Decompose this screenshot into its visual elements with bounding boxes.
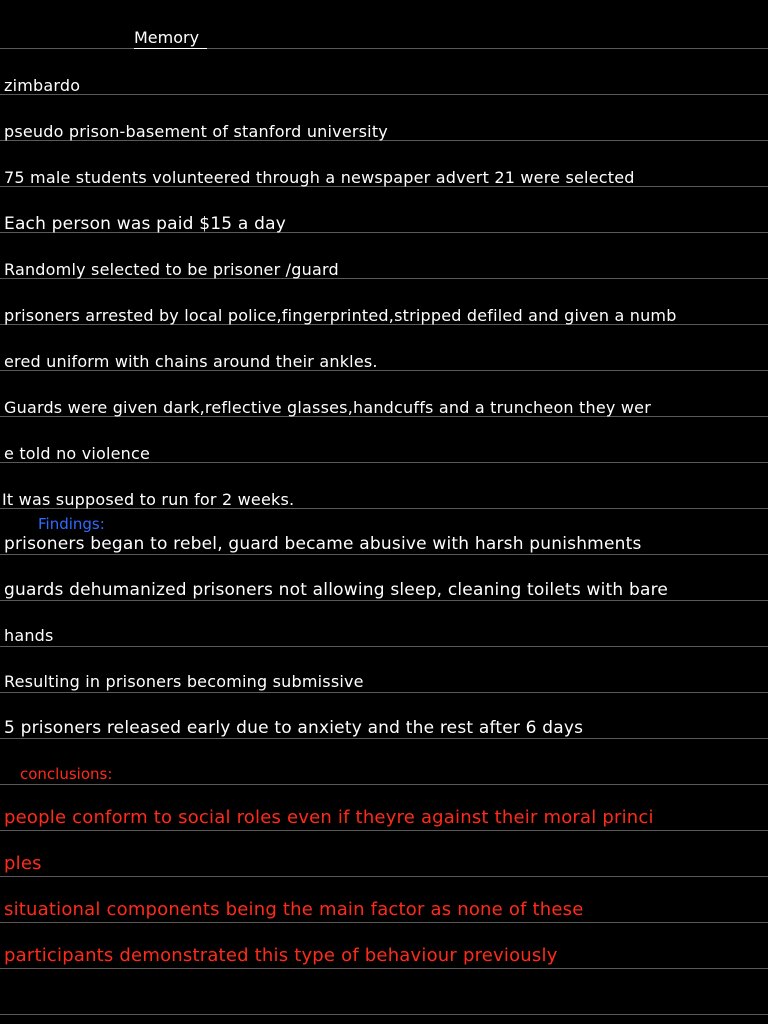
- conclusions-line: ples: [4, 854, 42, 874]
- findings-line: hands: [4, 626, 54, 645]
- ruled-line: [0, 830, 768, 831]
- note-line: zimbardo: [4, 76, 81, 95]
- note-line: Each person was paid $15 a day: [4, 214, 287, 234]
- note-line: prisoners arrested by local police,fingerprinted,stripped defiled and given a numb: [4, 306, 677, 325]
- ruled-line: [0, 646, 768, 647]
- ruled-line: [0, 922, 768, 923]
- findings-heading: Findings:: [38, 515, 105, 533]
- ruled-line: [0, 876, 768, 877]
- ruled-line: [0, 968, 768, 969]
- ruled-line: [0, 738, 768, 739]
- note-title: Memory: [134, 28, 207, 49]
- note-line: e told no violence: [4, 444, 151, 463]
- note-line: Guards were given dark,reflective glasses,handcuffs and a truncheon they wer: [4, 398, 651, 417]
- ruled-line: [0, 554, 768, 555]
- note-line: pseudo prison-basement of stanford university: [4, 122, 388, 141]
- findings-line: Resulting in prisoners becoming submissive: [4, 672, 364, 691]
- ruled-line: [0, 600, 768, 601]
- findings-line: prisoners began to rebel, guard became abusive with harsh punishments: [4, 534, 642, 554]
- note-line: 75 male students volunteered through a newspaper advert 21 were selected: [4, 168, 635, 187]
- conclusions-line: situational components being the main factor as none of these: [4, 900, 584, 920]
- findings-line: 5 prisoners released early due to anxiety and the rest after 6 days: [4, 718, 584, 738]
- ruled-line: [0, 48, 768, 49]
- note-line: It was supposed to run for 2 weeks.: [2, 490, 295, 509]
- note-line: Randomly selected to be prisoner /guard: [4, 260, 339, 279]
- note-line: ered uniform with chains around their ankles.: [4, 352, 378, 371]
- findings-line: guards dehumanized prisoners not allowing sleep, cleaning toilets with bare: [4, 580, 669, 600]
- conclusions-heading: conclusions:: [20, 765, 113, 783]
- conclusions-line: people conform to social roles even if theyre against their moral princi: [4, 808, 654, 828]
- conclusions-line: participants demonstrated this type of behaviour previously: [4, 946, 558, 966]
- ruled-line: [0, 692, 768, 693]
- ruled-line: [0, 784, 768, 785]
- ruled-line: [0, 1014, 768, 1015]
